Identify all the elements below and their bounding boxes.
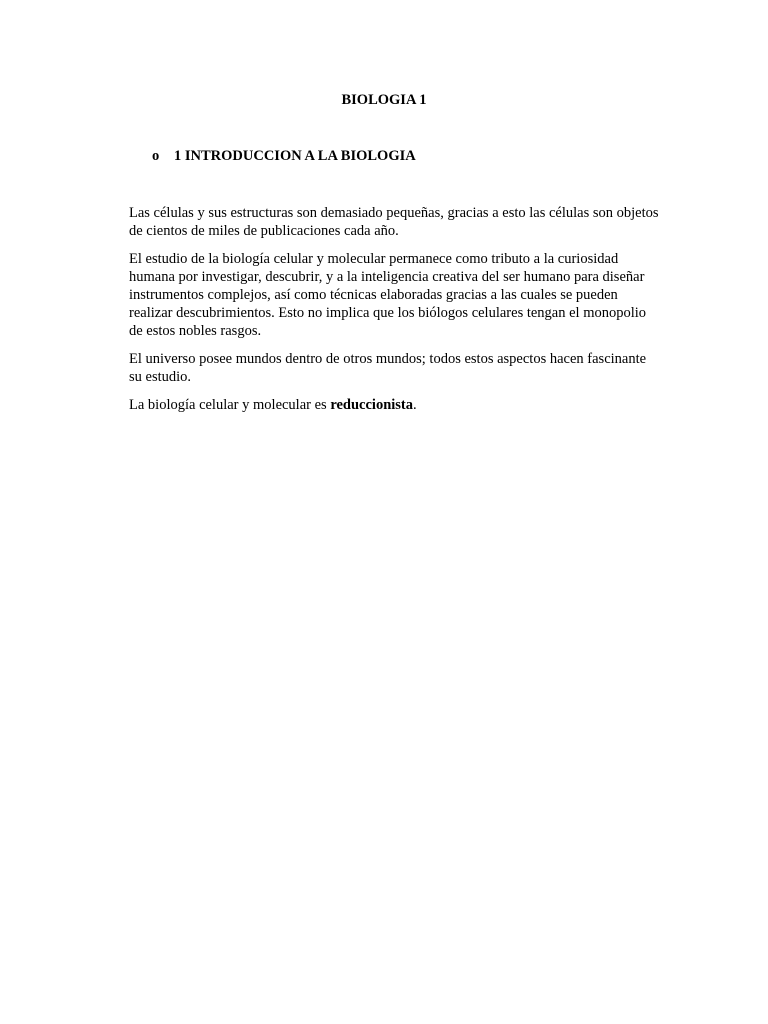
paragraph-4: [129, 396, 659, 414]
section-heading: [152, 147, 416, 165]
paragraph-3: El universo posee mundos dentro de otros mundos; todos estos aspectos hacen fascinante su estudio.: [129, 351, 647, 385]
document-title: BIOLOGIA 1: [341, 92, 427, 108]
paragraph-4-emphasis: reduccionista: [330, 397, 414, 413]
document-body: [129, 204, 659, 424]
bullet-marker: o: [152, 148, 160, 164]
paragraph-2: El estudio de la biología celular y molecular permanece como tributo a la curiosidad humana por investigar, descubrir, y a la inteligencia creativa del ser humano para diseñar instrumentos complejos, así como técnicas elaboradas gracias a las cuales se pueden realizar descubrimientos. Esto no implica que los biólogos celulares tengan el monopolio de estos nobles rasgos.: [129, 251, 647, 339]
section-heading-text: 1 INTRODUCCION A LA BIOLOGIA: [174, 148, 416, 164]
paragraph-4-suffix: .: [413, 397, 417, 413]
paragraph-4-prefix: La biología celular y molecular es: [129, 397, 331, 413]
paragraph-1: Las células y sus estructuras son demasiado pequeñas, gracias a esto las células son objetos de cientos de miles de publicaciones cada año.: [129, 205, 659, 239]
